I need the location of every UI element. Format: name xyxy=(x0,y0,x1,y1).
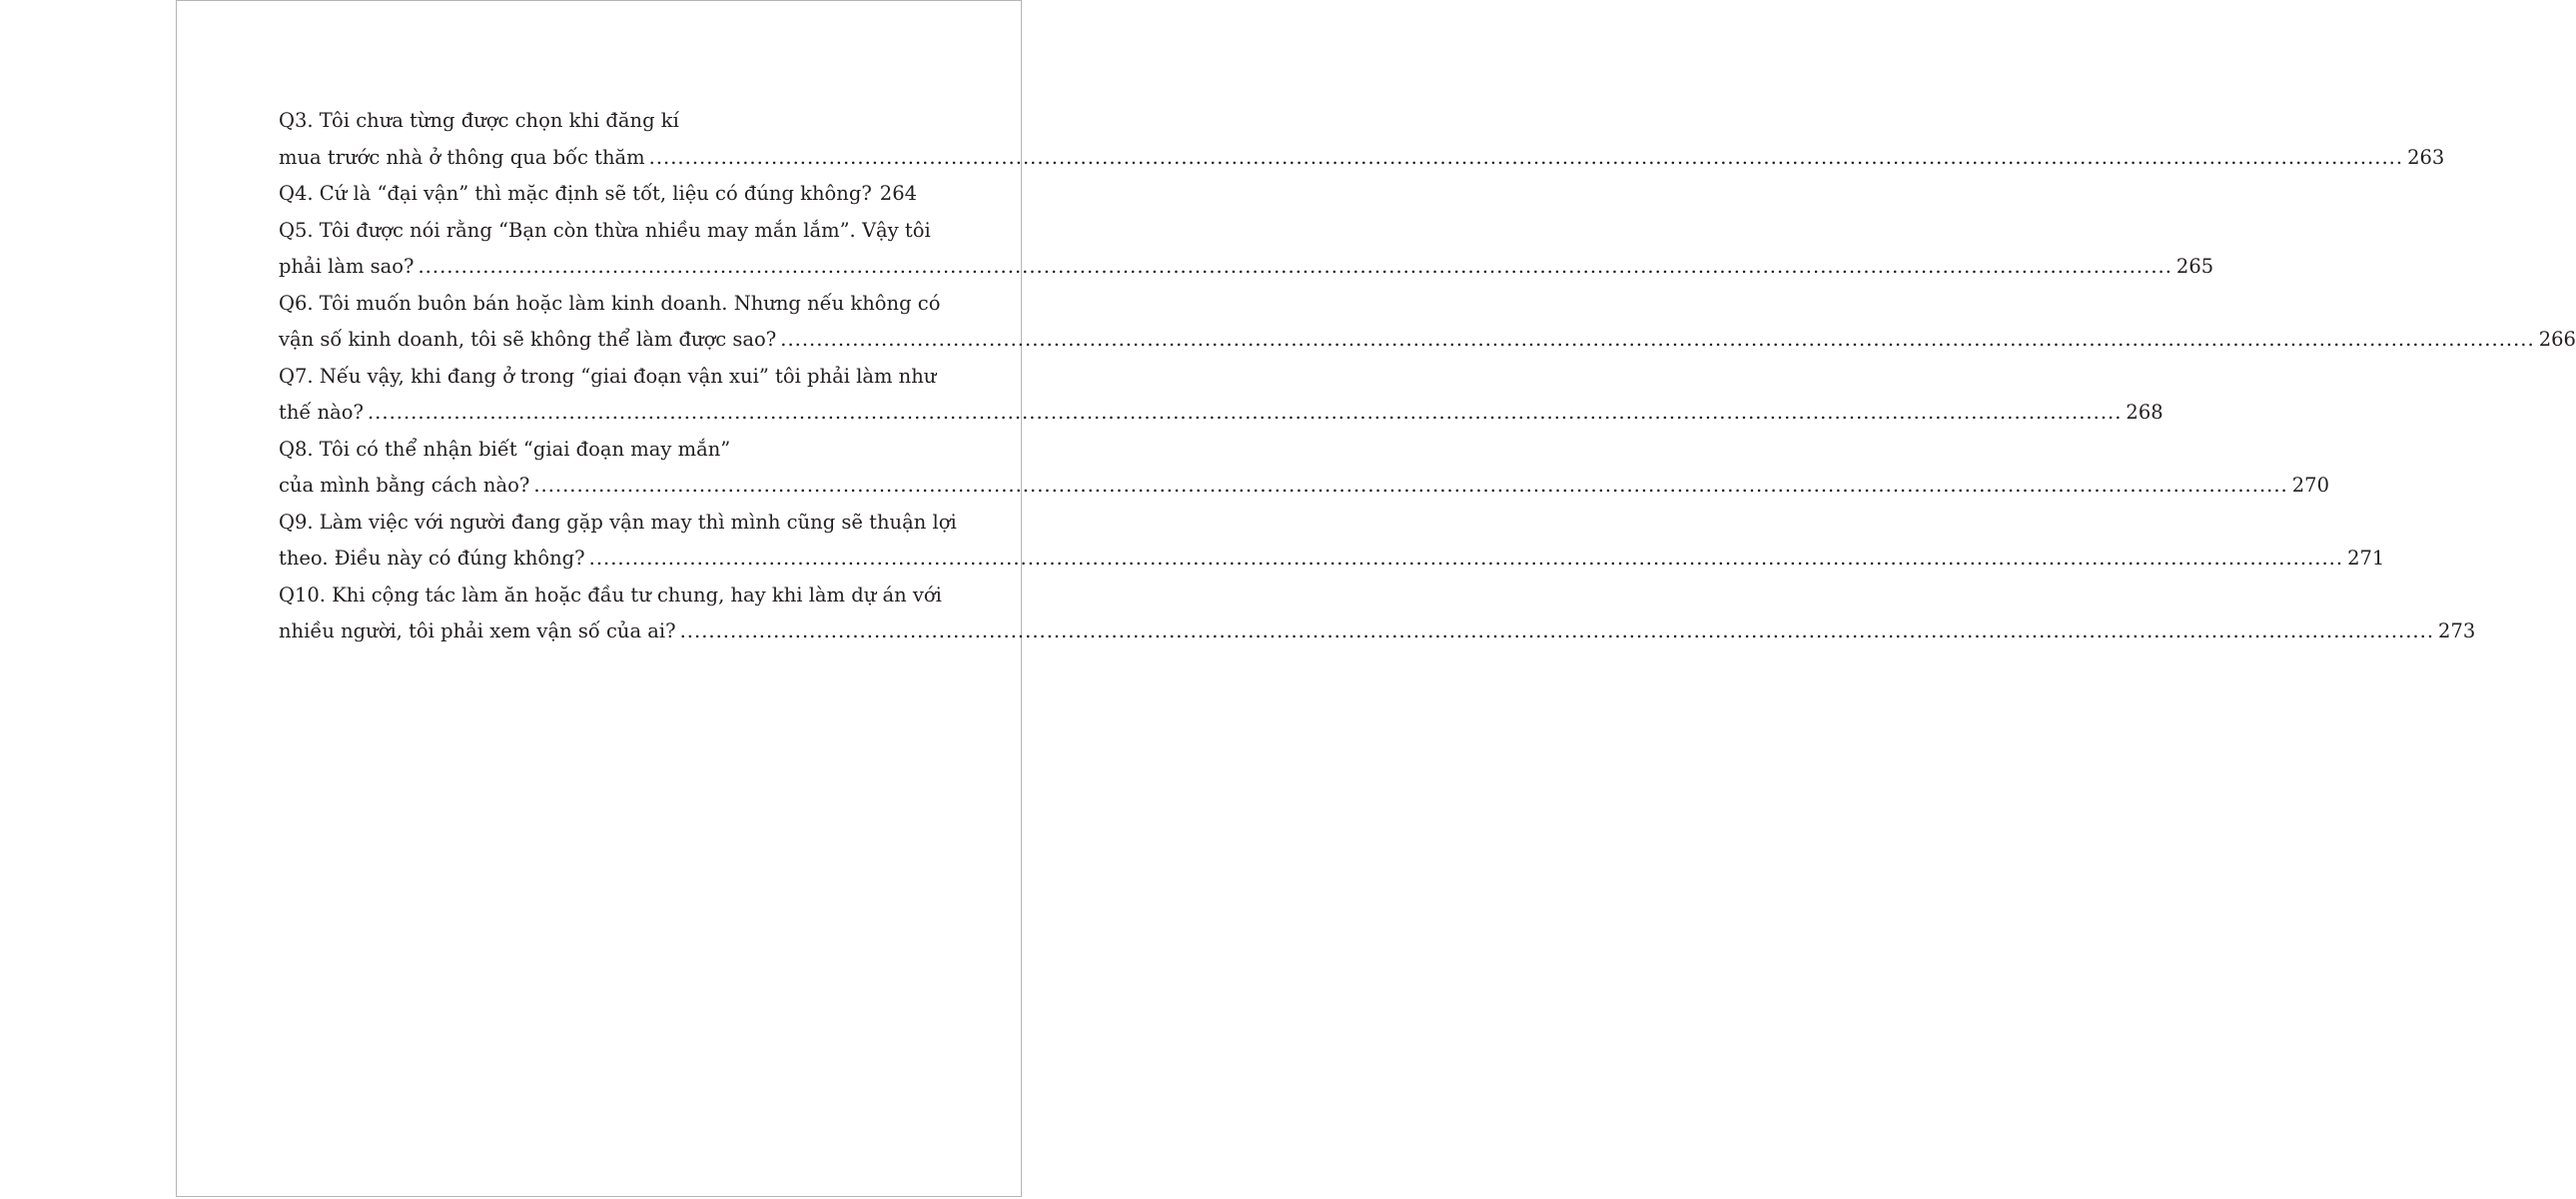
dot-leader xyxy=(589,541,2343,578)
toc-page-number: 273 xyxy=(2438,619,2476,642)
toc-entry-q9[interactable] xyxy=(279,505,2385,578)
toc-entry-leader-line xyxy=(279,322,2576,359)
toc-entry-leader-line xyxy=(279,613,2476,650)
dot-leader xyxy=(680,613,2434,650)
toc-entry-leader-line xyxy=(279,140,2445,177)
toc-entry-title-end: mua trước nhà ở thông qua bốc thăm xyxy=(279,145,645,169)
toc-entry-title: Q9. Làm việc với người đang gặp vận may thì mình cũng sẽ thuận lợi xyxy=(279,510,957,534)
toc-entry-title: Q10. Khi cộng tác làm ăn hoặc đầu tư chung, hay khi làm dự án với xyxy=(279,583,942,606)
toc-entry-title: Q5. Tôi được nói rằng “Bạn còn thừa nhiều may mắn lắm”. Vậy tôi xyxy=(279,218,931,242)
toc-entry-title: Q6. Tôi muốn buôn bán hoặc làm kinh doanh. Nhưng nếu không có xyxy=(279,291,941,315)
toc-page-number: 271 xyxy=(2347,547,2385,570)
dot-leader xyxy=(418,249,2171,286)
toc-page-number: 265 xyxy=(2175,255,2214,278)
toc-entry-q8[interactable] xyxy=(279,432,2329,505)
toc-entry-title-end: thế nào? xyxy=(279,401,364,424)
toc-entry-title: Q8. Tôi có thể nhận biết “giai đoạn may mắn” xyxy=(279,437,731,461)
toc-entry-q4[interactable] xyxy=(279,176,918,213)
toc-entry-title-end: theo. Điều này có đúng không? xyxy=(279,547,585,570)
toc-entry-leader-line xyxy=(279,176,918,213)
toc-entry-title: Q4. Cứ là “đại vận” thì mặc định sẽ tốt, liệu có đúng không? xyxy=(279,182,872,205)
dot-leader xyxy=(649,140,2403,177)
table-of-contents xyxy=(279,103,2576,650)
dot-leader xyxy=(780,322,2534,359)
toc-entry-title-end: nhiều người, tôi phải xem vận số của ai? xyxy=(279,619,676,642)
toc-page-number: 264 xyxy=(879,182,918,205)
toc-page-number: 268 xyxy=(2126,401,2163,424)
toc-entry-leader-line xyxy=(279,468,2329,505)
toc-entry-q5[interactable] xyxy=(279,213,2214,286)
toc-entry-leader-line xyxy=(279,395,2163,432)
toc-entry-title-end: của mình bằng cách nào? xyxy=(279,474,530,497)
toc-page-number: 266 xyxy=(2538,328,2576,351)
toc-page-number: 263 xyxy=(2407,145,2445,169)
toc-entry-q10[interactable] xyxy=(279,578,2476,650)
toc-page-number: 270 xyxy=(2291,474,2329,497)
toc-entry-q6[interactable] xyxy=(279,286,2576,359)
document-page xyxy=(176,0,2576,1197)
toc-entry-leader-line xyxy=(279,249,2214,286)
dot-leader xyxy=(533,468,2287,505)
toc-entry-leader-line xyxy=(279,541,2385,578)
toc-entry-title-end: vận số kinh doanh, tôi sẽ không thể làm được sao? xyxy=(279,328,777,351)
toc-entry-title: Q7. Nếu vậy, khi đang ở trong “giai đoạn vận xui” tôi phải làm như xyxy=(279,364,937,388)
toc-entry-title: Q3. Tôi chưa từng được chọn khi đăng kí xyxy=(279,109,679,132)
toc-entry-q3[interactable] xyxy=(279,103,2445,176)
dot-leader xyxy=(368,395,2122,432)
toc-entry-title-end: phải làm sao? xyxy=(279,255,415,278)
toc-entry-q7[interactable] xyxy=(279,359,2163,432)
